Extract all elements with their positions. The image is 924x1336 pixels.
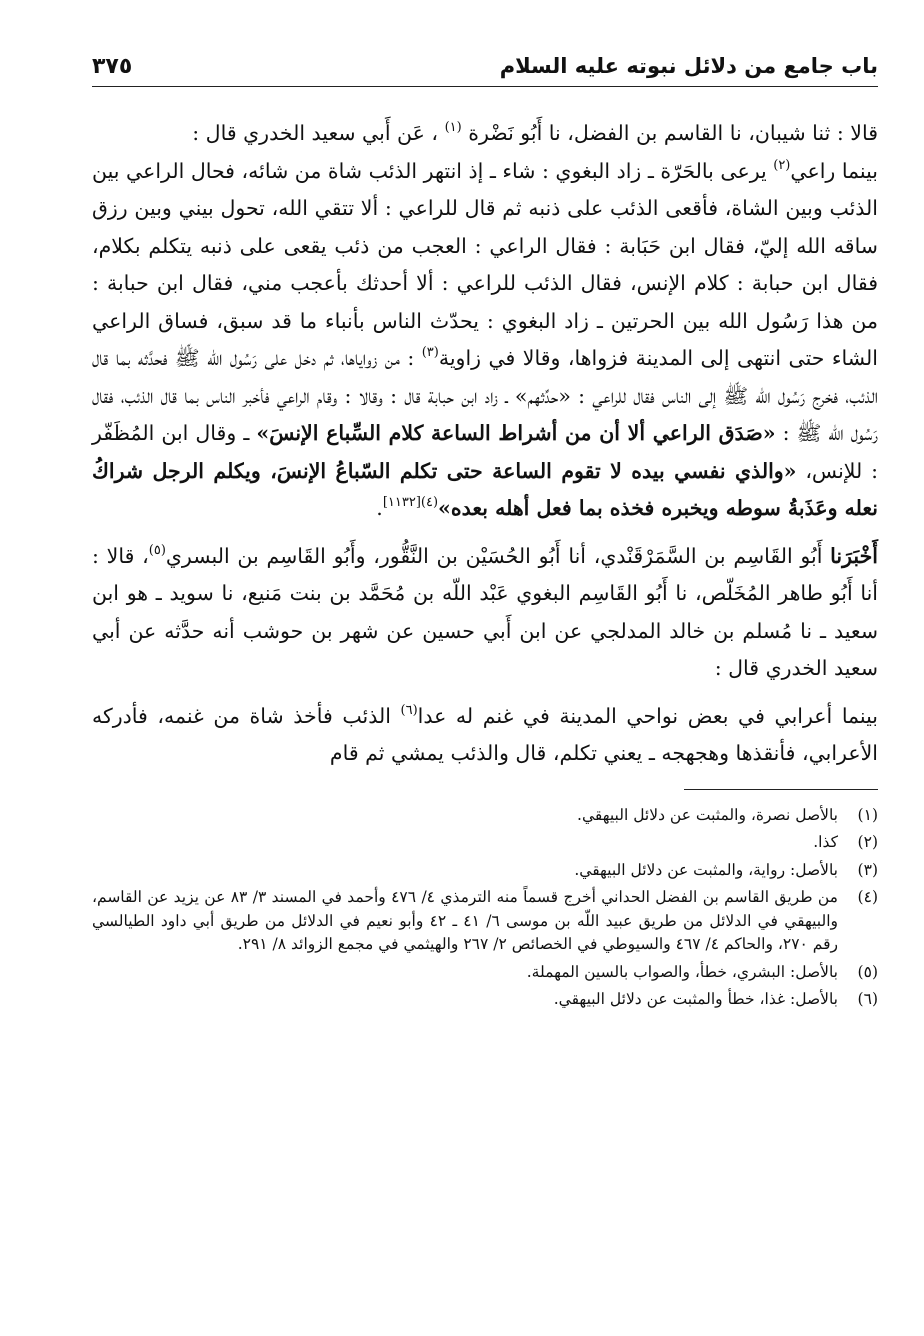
footnote: (٢) كذا.: [813, 833, 878, 851]
paragraph-1: قالا : ثنا شيبان، نا القاسم بن الفضل، نا أَبُو نَضْرة $^{(١)}$ ، عَن أَبي سعيد الخدري قال :: [192, 120, 878, 145]
page-header: [92, 52, 878, 87]
footnote-ref: (٣): [421, 345, 439, 360]
footnote-ref: (١): [444, 120, 462, 135]
hadith-quote: «والذي نفسي بيده لا تقوم الساعة حتى تكلم السّباعُ الإنسَ، ويكلم الرجل شراكُ نعله وعَذَبةُ سوطه ويخبره فخذه بما فعل أهله بعده»: [92, 458, 878, 520]
paragraph-2: بينما راعي$^{(٢)}$ يرعى بالحَرّة ـ زاد البغوي : شاء ـ إذ انتهر الذئب شاة من شائه، فحال الراعي بين الذئب وبين الشاة، فأقعى الذئب على ذنبه ثم قال للراعي : ألا تتقي الله، تحول بيني وبين رزق ساقه الله إليّ، فقال ابن حَبَابة : فقال الراعي : العجب من ذئب يقعى على ذنبه يتكلم بكلام، فقال ابن حبابة : كلام الإنس، فقال الذئب للراعي : ألا أحدثك بأعجب مني، فقال ابن حبابة : من هذا رَسُول الله بين الحرتين ـ زاد البغوي : يحدّث الناس بأنباء ما قد سبق، فساق الراعي الشاء حتى انتهى إلى المدينة فزواها، وقالا في زاوية$^{(٣)}$ : من زواياها، ثم دخل على رَسُول الله ﷺ فحدَّثه بما قال الذئب، فخرج رَسُول الله ﷺ إلى الناس فقال للراعي : «حدِّثهم» ـ زاد ابن حبابة قال : وقالا : وقام الراعي فأخبر الناس بما قال الذئب، فقال رَسُول الله ﷺ : «صَدَق الراعي ألا أن من أشراط الساعة كلام السِّباع الإنسَ» ـ وقال ابن المُظَفّر : للإنس، «والذي نفسي بيده لا تقوم الساعة حتى تكلم السّباعُ الإنسَ، ويكلم الرجل شراكُ نعله وعَذَبةُ سوطه ويخبره فخذه بما فعل أهله بعده»$^{(٤)[١١٣٢]}$.: [92, 157, 879, 520]
footnote-ref: (٤)[١١٣٢]: [382, 495, 439, 510]
paragraph-3: أَخْبَرَنا أَبُو القَاسِم بن السَّمَرْقَنْدي، أنا أَبُو الحُسَيْن بن النَّقُّور، وأَبُو القَاسِم بن البسري$^{(٥)}$، قالا : أنا أَبُو طاهر المُخَلّص، نا أَبُو القَاسِم البغوي عَبْد اللّه بن مُحَمَّد بن بنت مَنيع، نا سويد ـ هو ابن سعيد ـ نا مُسلم بن خالد المدلجي عن ابن أَبي حسين عن شهر بن حوشب أنه حدَّثه عن أبي سعيد الخدري قال :: [92, 542, 878, 680]
isnad-lead: أَخْبَرَنا: [830, 543, 878, 568]
footnote: (٦) بالأصل: غذا، خطأ والمثبت عن دلائل البيهقي.: [553, 990, 878, 1008]
paragraph-4: بينما أعرابي في بعض نواحي المدينة في غنم له عدا$^{(٦)}$ الذئب فأخذ شاة من غنمه، فأدركه الأعرابي، فأنقذها وهجهجه ـ يعني تكلم، قال والذئب يمشي ثم قام: [92, 702, 878, 765]
footnote: (١) بالأصل نصرة، والمثبت عن دلائل البيهقي.: [577, 805, 878, 824]
footnote-ref: (٦): [400, 702, 418, 718]
footnote-ref: (٥): [148, 542, 166, 558]
footnote: (٥) بالأصل: البشري، خطأ، والصواب بالسين المهملة.: [526, 962, 878, 981]
footnote-ref: (٢): [773, 157, 791, 173]
footnote-divider: [684, 789, 878, 790]
book-page: [92, 52, 878, 1302]
main-text: [92, 115, 878, 773]
footnotes: [92, 804, 878, 1012]
hadith-quote: «صَدَق الراعي ألا أن من أشراط الساعة كلام السِّباع الإنسَ»: [256, 421, 776, 445]
footnote: (٣) بالأصل: رواية، والمثبت عن دلائل البيهقي.: [574, 860, 878, 879]
footnote: (٤) من طريق القاسم بن الفضل الحداني أخرج قسماً منه الترمذي ٤/ ٤٧٦ وأحمد في المسند ٣/ ٨٣ عن يزيد عن القاسم، والبيهقي في الدلائل من طريق عبيد اللّه بن موسى ٦/ ٤١ ـ ٤٢ وأبو نعيم في الدلائل من طريق أبي داود الطيالسي رقم ٢٧٠، والحاكم ٤/ ٤٦٧ والسيوطي في الخصائص ٢/ ٢٦٧ والهيثمي في مجمع الزوائد ٨/ ٢٩١.: [92, 888, 878, 953]
page-number: ٣٧٥: [92, 54, 133, 79]
running-title: باب جامع من دلائل نبوته عليه السلام: [499, 54, 878, 78]
